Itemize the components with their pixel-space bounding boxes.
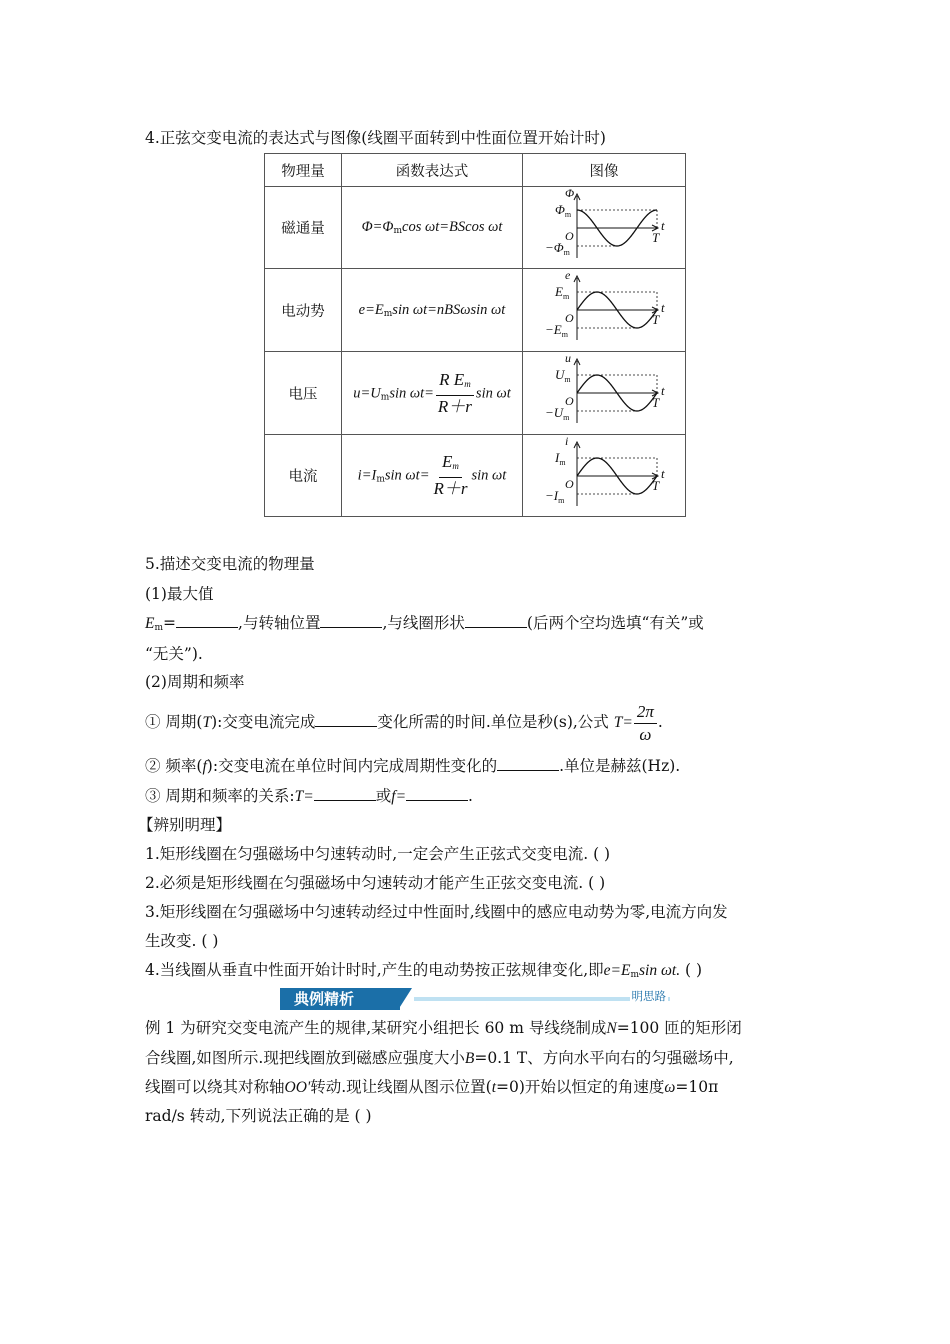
banner-arrow	[398, 988, 412, 1010]
expression-current: $i=I_m\sin$ ωt= $\frac{E_m}{R+r}$ sin ωt	[342, 435, 523, 517]
section5-heading: 5.描述交变电流的物理量	[145, 555, 315, 573]
max-label: $I_m$	[555, 449, 566, 467]
expression-emf: $e=E_m\sin$ ωt=nBSωsin ωt	[342, 269, 523, 352]
sub-max-value: (1)最大值	[145, 585, 214, 603]
time-label: t	[661, 300, 665, 315]
max-label: $E_m$	[555, 284, 570, 301]
sub-period-frequency: (2)周期和频率	[145, 673, 245, 691]
min-label: $-\Phi_m$	[545, 239, 570, 257]
discern-q3-cont: 生改变. ( )	[145, 932, 219, 950]
axis-label: Φ	[565, 187, 575, 200]
header-expression: 函数表达式	[342, 154, 523, 187]
blank[interactable]	[314, 786, 376, 801]
max-value-line-2: “无关”).	[145, 645, 203, 663]
max-label: $\Phi_m$	[555, 201, 572, 219]
max-label: $U_m$	[555, 367, 571, 384]
period-label: T	[652, 312, 660, 327]
origin-label: O	[565, 311, 574, 325]
graph-current	[523, 435, 686, 517]
min-label: $-E_m$	[545, 322, 568, 339]
time-label: t	[661, 383, 665, 398]
axis-label: e	[565, 270, 571, 282]
period-line: ① 周期(T):交变电流完成 变化所需的时间.单位是秒(s),公式 T= $\frac{2\pi}{\omega}$ .	[145, 701, 663, 744]
header-quantity: 物理量	[265, 154, 342, 187]
min-label: $-I_m$	[545, 487, 565, 505]
relation-line: ③ 周期和频率的关系:T= 或f= .	[145, 787, 473, 805]
quantity-flux: 磁通量	[265, 187, 342, 269]
axis-label: i	[565, 435, 569, 448]
discern-q3: 3.矩形线圈在匀强磁场中匀速转动经过中性面时,线圈中的感应电动势为零,电流方向发	[145, 903, 728, 921]
period-label: T	[652, 229, 660, 245]
axis-label: u	[565, 353, 571, 365]
origin-label: O	[565, 394, 574, 408]
fraction-period: $\frac{2\pi}{\omega}$	[634, 701, 657, 746]
fraction: $\frac{E_m}{R+r}$	[433, 452, 468, 498]
quantity-current: 电流	[265, 435, 342, 517]
graph-voltage	[523, 352, 686, 435]
expression-flux: $\Phi=\Phi_m\cos$ ωt=BScos ωt	[342, 187, 523, 269]
table-row	[265, 435, 686, 517]
graph-flux	[523, 187, 686, 269]
origin-label: O	[565, 228, 574, 243]
time-label: t	[661, 465, 665, 481]
table-row	[265, 352, 686, 435]
blank[interactable]	[315, 712, 377, 727]
origin-label: O	[565, 476, 574, 491]
discern-title: 【辨别明理】	[138, 816, 232, 834]
blank[interactable]	[465, 613, 527, 628]
blank[interactable]	[406, 786, 468, 801]
quantity-emf: 电动势	[265, 269, 342, 352]
time-label: t	[661, 217, 665, 233]
frequency-line: ② 频率(f):交变电流在单位时间内完成周期性变化的 .单位是赫兹(Hz).	[145, 757, 681, 775]
example-line-1: 例 1 为研究交变电流产生的规律,某研究小组把长 60 m 导线绕制成N=100 匝的矩形闭	[145, 1019, 742, 1037]
table-row	[265, 187, 686, 269]
blank[interactable]	[320, 613, 382, 628]
blank[interactable]	[176, 613, 238, 628]
discern-q2: 2.必须是矩形线圈在匀强磁场中匀速转动才能产生正弦交变电流. ( )	[145, 874, 606, 892]
example-banner	[280, 988, 670, 1010]
expression-voltage: $u=U_m\sin$ ωt= $\frac{R E_m}{R+r}$ sin ωt	[342, 352, 523, 435]
banner-title: 典例精析	[280, 988, 400, 1010]
max-value-line: $E_m=$ ,与转轴位置 ,与线圈形状 (后两个空均选填“有关”或	[145, 614, 704, 633]
example-line-2: 合线圈,如图所示.现把线圈放到磁感应强度大小B=0.1 T、方向水平向右的匀强磁场中,	[145, 1049, 734, 1067]
example-line-4: rad/s 转动,下列说法正确的是 ( )	[145, 1107, 372, 1125]
formula-table	[264, 153, 686, 517]
section4-heading: 4.正弦交变电流的表达式与图像(线圈平面转到中性面位置开始计时)	[145, 129, 606, 147]
blank[interactable]	[497, 756, 559, 771]
period-label: T	[652, 477, 660, 493]
fraction: $\frac{R E_m}{R+r}$	[437, 369, 472, 416]
min-label: $-U_m$	[545, 405, 570, 422]
table-row	[265, 269, 686, 352]
discern-q1: 1.矩形线圈在匀强磁场中匀速转动时,一定会产生正弦式交变电流. ( )	[145, 845, 611, 863]
table-header-row	[265, 154, 686, 187]
discern-q4: 4.当线圈从垂直中性面开始计时时,产生的电动势按正弦规律变化,即$e=E_m\sin$ ωt. ( )	[145, 961, 703, 980]
period-label: T	[652, 395, 660, 410]
example-line-3: 线圈可以绕其对称轴OO'转动.现让线圈从图示位置(t=0)开始以恒定的角速度ω=10π	[145, 1078, 719, 1096]
banner-tag: 明思路	[631, 989, 666, 1003]
header-graph: 图像	[523, 154, 686, 187]
quantity-voltage: 电压	[265, 352, 342, 435]
graph-emf	[523, 269, 686, 352]
